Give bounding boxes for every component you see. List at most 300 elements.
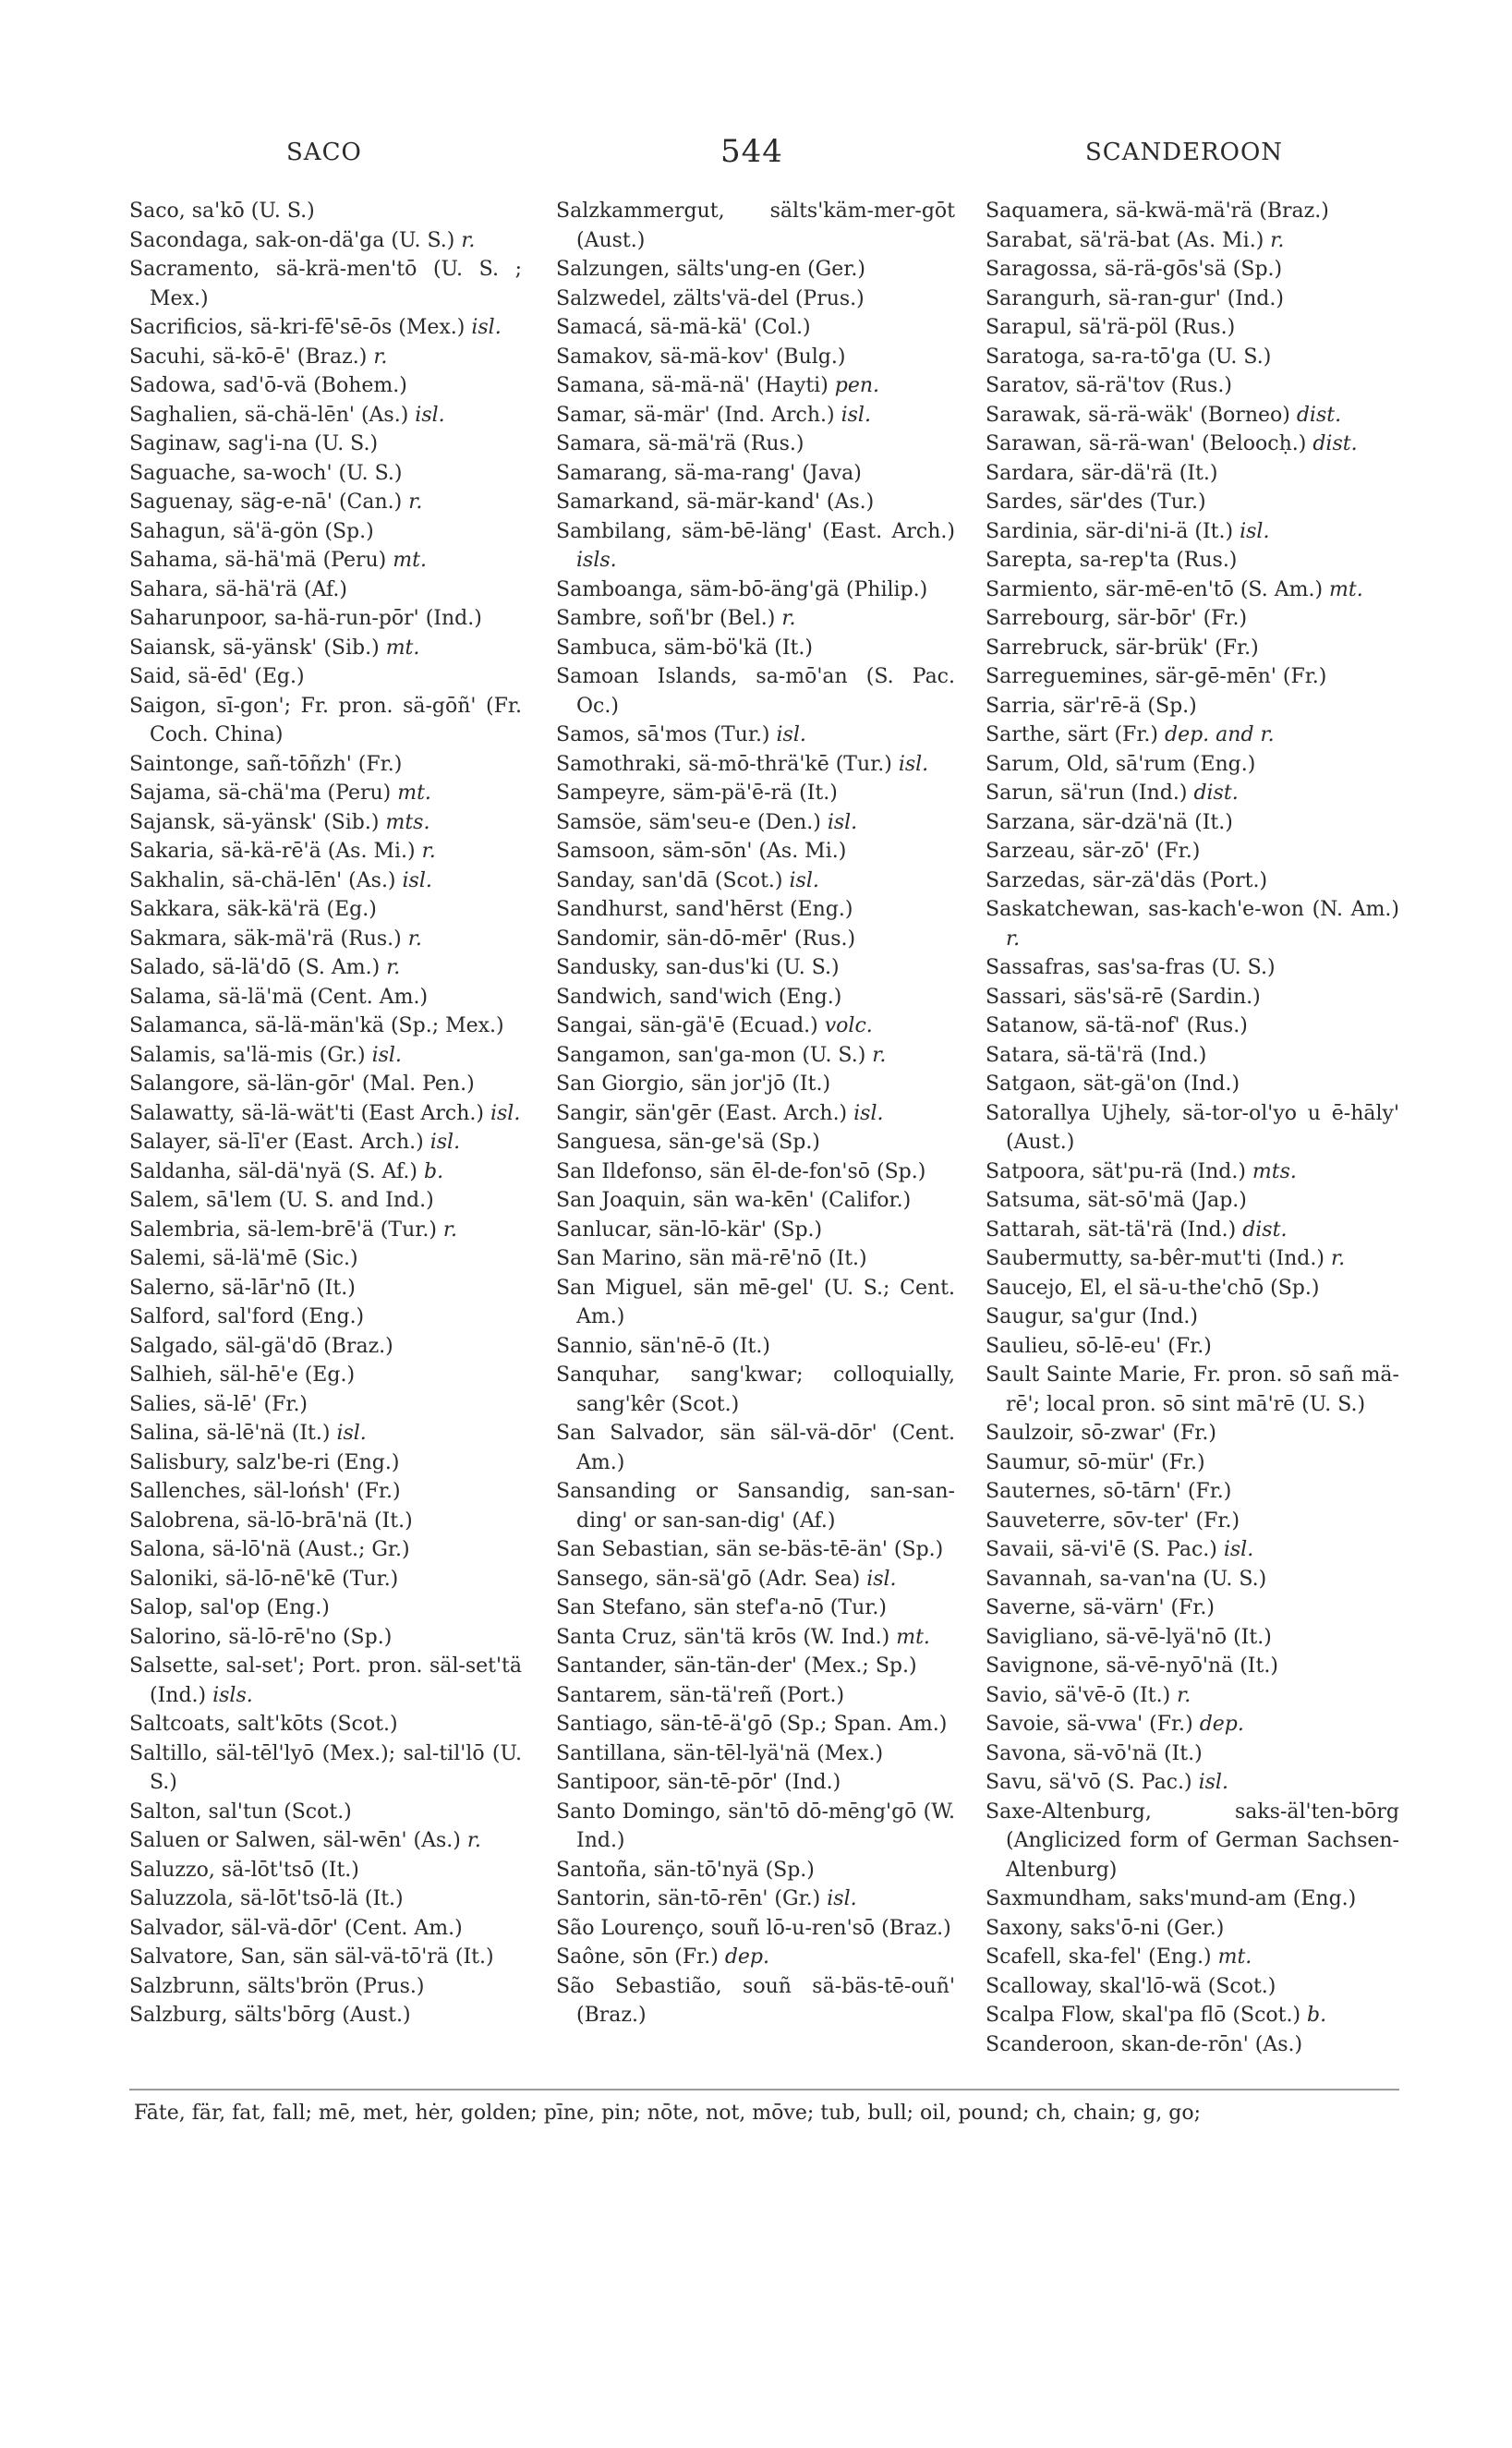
dictionary-entry <box>986 343 1399 372</box>
dictionary-entry <box>986 1274 1399 1303</box>
column-2 <box>556 197 955 2030</box>
dictionary-entry <box>129 779 522 808</box>
entry-abbreviation: isl. <box>471 316 502 339</box>
dictionary-entry <box>986 576 1399 605</box>
entry-text: Scalpa Flow, skal'pa flō (Scot.) <box>986 2004 1308 2027</box>
dictionary-entry <box>129 1972 522 2002</box>
dictionary-entry <box>556 371 955 401</box>
dictionary-entry <box>986 1652 1399 1681</box>
entry-text: São Sebastião, souñ sä-bäs-tē-ouñ' (Braz.) <box>556 1974 955 2027</box>
entry-text: Saghalien, sä-chä-lēn' (As.) <box>129 403 416 427</box>
dictionary-entry <box>986 371 1399 401</box>
entry-text: Satgaon, sät-gä'on (Ind.) <box>986 1073 1240 1096</box>
entry-text: Sajama, sä-chä'ma (Peru) <box>129 782 398 805</box>
entry-abbreviation: dep. <box>724 1945 770 1969</box>
entry-abbreviation: mt. <box>896 1625 930 1649</box>
entry-text: Samacá, sä-mä-kä' (Col.) <box>556 316 811 339</box>
entry-text: Sarmiento, sär-mē-en'tō (S. Am.) <box>986 577 1330 601</box>
entry-text: Salemi, sä-lä'mē (Sic.) <box>129 1247 358 1270</box>
dictionary-entry <box>986 430 1399 459</box>
dictionary-entry <box>556 1012 955 1041</box>
dictionary-entry <box>129 226 522 256</box>
dictionary-entry <box>129 1798 522 1827</box>
entry-text: Saloniki, sä-lō-nē'kē (Tur.) <box>129 1567 399 1591</box>
dictionary-entry <box>556 837 955 866</box>
entry-text: Sacramento, sä-krä-men'tō (U. S. ; Mex.) <box>129 258 522 310</box>
entry-text: Salzbrunn, sälts'brön (Prus.) <box>129 1974 425 1998</box>
dictionary-entry <box>986 1739 1399 1769</box>
dictionary-entry <box>556 1244 955 1274</box>
entry-text: Salado, sä-lä'dō (S. Am.) <box>129 956 387 979</box>
dictionary-entry <box>986 2030 1399 2060</box>
entry-text: Saverne, sä-värn' (Fr.) <box>986 1596 1215 1619</box>
dictionary-entry <box>129 895 522 925</box>
dictionary-entry <box>129 1157 522 1187</box>
entry-text: San Miguel, sän mē-gel' (U. S.; Cent. Am.) <box>556 1276 955 1328</box>
dictionary-entry <box>986 546 1399 576</box>
dictionary-entry <box>556 1332 955 1362</box>
dictionary-entry <box>129 2001 522 2030</box>
entry-text: San Marino, sän mä-rē'nō (It.) <box>556 1247 867 1270</box>
dictionary-entry <box>129 1390 522 1420</box>
entry-text: Savannah, sa-van'na (U. S.) <box>986 1567 1267 1591</box>
dictionary-entry <box>556 1856 955 1885</box>
dictionary-entry <box>986 1448 1399 1478</box>
entry-text: Scafell, ska-fel' (Eng.) <box>986 1945 1218 1969</box>
entry-text: Sanday, san'dā (Scot.) <box>556 868 790 892</box>
entry-text: Santorin, sän-tō-rēn' (Gr.) <box>556 1887 828 1910</box>
dictionary-entry <box>129 255 522 313</box>
dictionary-entry <box>556 576 955 605</box>
entry-text: Sardara, sär-dä'rä (It.) <box>986 461 1218 485</box>
entry-abbreviation: r. <box>1006 927 1021 951</box>
entry-abbreviation: r. <box>872 1043 887 1067</box>
entry-abbreviation: dep. <box>1199 1713 1244 1736</box>
entry-abbreviation: isl. <box>898 752 929 776</box>
column-3 <box>986 197 1399 2059</box>
dictionary-entry <box>129 1244 522 1274</box>
dictionary-entry <box>129 1128 522 1157</box>
dictionary-entry <box>129 1186 522 1216</box>
entry-abbreviation: b. <box>423 1159 444 1183</box>
entry-abbreviation: isl. <box>853 1101 884 1125</box>
dictionary-entry <box>986 750 1399 780</box>
dictionary-entry <box>986 1419 1399 1448</box>
entry-text: Saguenay, säg-e-nā' (Can.) <box>129 491 409 514</box>
entry-text: Sangai, sän-gä'ē (Ecuad.) <box>556 1014 825 1037</box>
entry-text: San Giorgio, sän jor'jō (It.) <box>556 1073 831 1096</box>
entry-text: Sarawan, sä-rä-wan' (Beloocḥ.) <box>986 432 1313 455</box>
dictionary-entry <box>986 808 1399 838</box>
entry-text: Santipoor, sän-tē-pōr' (Ind.) <box>556 1771 841 1794</box>
entry-text: Saumur, sō-mür' (Fr.) <box>986 1450 1205 1474</box>
dictionary-entry <box>986 1303 1399 1332</box>
entry-text: Santoña, sän-tō'nyä (Sp.) <box>556 1858 815 1882</box>
entry-text: Samana, sä-mä-nä' (Hayti) <box>556 374 835 397</box>
entry-text: Salsette, sal-set'; Port. pron. säl-set'tä (Ind.) <box>129 1654 522 1707</box>
entry-text: Salzkammergut, sälts'käm-mer-gōt (Aust.) <box>556 200 955 252</box>
dictionary-entry <box>129 1594 522 1623</box>
entry-text: Sarreguemines, sär-gē-mēn' (Fr.) <box>986 665 1327 688</box>
dictionary-entry <box>556 1128 955 1157</box>
dictionary-entry <box>986 313 1399 343</box>
dictionary-entry <box>986 604 1399 634</box>
dictionary-entry <box>986 1157 1399 1187</box>
entry-text: Santander, sän-tän-der' (Mex.; Sp.) <box>556 1654 917 1678</box>
entry-abbreviation: r. <box>373 345 388 369</box>
dictionary-entry <box>556 1070 955 1099</box>
entry-text: Saluzzo, sä-lōt'tsō (It.) <box>129 1858 359 1882</box>
dictionary-entry <box>556 1972 955 2030</box>
entry-text: Sandhurst, sand'hērst (Eng.) <box>556 898 853 921</box>
entry-text: Sahama, sä-hä'mä (Peru) <box>129 549 393 572</box>
dictionary-entry <box>129 1710 522 1739</box>
dictionary-entry <box>986 1041 1399 1071</box>
dictionary-entry <box>556 255 955 285</box>
entry-text: Sauternes, sō-tārn' (Fr.) <box>986 1480 1232 1503</box>
entry-text: Saulieu, sō-lē-eu' (Fr.) <box>986 1334 1212 1358</box>
entry-abbreviation: isl. <box>336 1422 367 1445</box>
dictionary-entry <box>556 1768 955 1798</box>
entry-text: Santa Cruz, sän'tä krōs (W. Ind.) <box>556 1625 897 1649</box>
dictionary-entry <box>986 1244 1399 1274</box>
dictionary-entry <box>129 1943 522 1972</box>
entry-abbreviation: isl. <box>1223 1538 1254 1561</box>
dictionary-entry <box>986 1681 1399 1711</box>
dictionary-entry <box>986 1186 1399 1216</box>
entry-text: Salona, sä-lō'nä (Aust.; Gr.) <box>129 1538 410 1561</box>
entry-abbreviation: isl. <box>776 723 806 746</box>
entry-text: Saxmundham, saks'mund-am (Eng.) <box>986 1887 1357 1910</box>
entry-text: Sacrificios, sä-kri-fē'sē-ōs (Mex.) <box>129 316 472 339</box>
page-number: 544 <box>720 133 783 170</box>
entry-text: Savio, sä'vē-ō (It.) <box>986 1683 1178 1707</box>
dictionary-entry <box>986 1798 1399 1885</box>
dictionary-entry <box>129 343 522 372</box>
entry-text: Samsoon, säm-sōn' (As. Mi.) <box>556 840 847 863</box>
entry-abbreviation: isl. <box>841 403 871 427</box>
entry-text: Savona, sä-vō'nä (It.) <box>986 1741 1203 1765</box>
dictionary-entry <box>986 662 1399 692</box>
entry-text: Sattarah, sät-tä'rä (Ind.) <box>986 1218 1243 1242</box>
entry-text: Sarthe, särt (Fr.) <box>986 723 1165 746</box>
dictionary-entry <box>986 837 1399 866</box>
entry-abbreviation: mt. <box>1329 577 1363 601</box>
dictionary-entry <box>556 1099 955 1129</box>
entry-abbreviation: r. <box>408 491 423 514</box>
entry-text: Sahara, sä-hä'rä (Af.) <box>129 577 347 601</box>
entry-text: Sandomir, sän-dō-mēr' (Rus.) <box>556 927 856 951</box>
dictionary-entry <box>986 895 1399 953</box>
dictionary-entry <box>129 1477 522 1507</box>
entry-text: Samar, sä-mär' (Ind. Arch.) <box>556 403 841 427</box>
dictionary-entry <box>986 1507 1399 1536</box>
dictionary-entry <box>129 1361 522 1390</box>
entry-text: Salzungen, sälts'ung-en (Ger.) <box>556 258 865 281</box>
dictionary-entry <box>986 1594 1399 1623</box>
entry-abbreviation: mt. <box>385 636 420 660</box>
entry-text: Saltcoats, salt'kōts (Scot.) <box>129 1713 398 1736</box>
dictionary-entry <box>129 604 522 634</box>
entry-text: Sambre, soñ'br (Bel.) <box>556 607 782 630</box>
dictionary-entry <box>986 1565 1399 1594</box>
dictionary-entry <box>556 1274 955 1332</box>
dictionary-entry <box>986 1914 1399 1944</box>
entry-text: Santiago, sän-tē-ä'gō (Sp.; Span. Am.) <box>556 1713 948 1736</box>
entry-abbreviation: dist. <box>1312 432 1358 455</box>
header-first-word: SACO <box>286 139 362 166</box>
entry-text: Samboanga, säm-bō-äng'gä (Philip.) <box>556 577 928 601</box>
dictionary-entry <box>986 1884 1399 1914</box>
entry-text: Satorallya Ujhely, sä-tor-ol'yo u ē-hāly' (Aust.) <box>986 1101 1399 1154</box>
dictionary-entry <box>556 343 955 372</box>
entry-text: Saharunpoor, sa-hä-run-pōr' (Ind.) <box>129 607 482 630</box>
entry-abbreviation: r. <box>421 840 436 863</box>
entry-text: Saragossa, sä-rä-gōs'sä (Sp.) <box>986 258 1283 281</box>
entry-abbreviation: r. <box>442 1218 457 1242</box>
dictionary-entry <box>129 313 522 343</box>
entry-abbreviation: r. <box>1177 1683 1191 1707</box>
dictionary-entry <box>556 953 955 983</box>
entry-text: Salayer, sä-lī'er (East. Arch.) <box>129 1131 430 1154</box>
entry-text: Salzburg, sälts'bōrg (Aust.) <box>129 2004 411 2027</box>
entry-abbreviation: r. <box>1330 1247 1346 1270</box>
entry-abbreviation: r. <box>466 1829 481 1852</box>
dictionary-entry <box>986 488 1399 517</box>
entry-abbreviation: mt. <box>1217 1945 1252 1969</box>
entry-text: Sarrebourg, sär-bōr' (Fr.) <box>986 607 1248 630</box>
dictionary-entry <box>986 1623 1399 1653</box>
entry-text: Sarria, sär'rē-ä (Sp.) <box>986 694 1197 718</box>
dictionary-entry <box>129 546 522 576</box>
entry-text: Saugur, sa'gur (Ind.) <box>986 1305 1199 1328</box>
dictionary-entry <box>556 488 955 517</box>
dictionary-entry <box>129 1274 522 1303</box>
entry-text: Sarangurh, sä-ran-gur' (Ind.) <box>986 286 1284 310</box>
dictionary-entry <box>556 925 955 954</box>
dictionary-entry <box>556 604 955 634</box>
entry-text: Salembria, sä-lem-brē'ä (Tur.) <box>129 1218 443 1242</box>
dictionary-entry <box>556 866 955 896</box>
entry-text: Sarum, Old, sā'rum (Eng.) <box>986 752 1256 776</box>
entry-text: Sanquhar, sang'kwar; colloquially, sang'kêr (Scot.) <box>556 1363 955 1416</box>
entry-text: Sangamon, san'ga-mon (U. S.) <box>556 1043 873 1067</box>
entry-text: Sallenches, säl-lońsh' (Fr.) <box>129 1480 401 1503</box>
entry-abbreviation: dep. and r. <box>1165 723 1275 746</box>
dictionary-entry <box>129 488 522 517</box>
dictionary-entry <box>556 750 955 780</box>
entry-abbreviation: r. <box>386 956 401 979</box>
entry-abbreviation: mts. <box>385 810 430 834</box>
entry-abbreviation: isl. <box>402 868 432 892</box>
entry-text: Savoie, sä-vwa' (Fr.) <box>986 1713 1200 1736</box>
entry-abbreviation: mts. <box>1252 1159 1297 1183</box>
entry-text: Sansanding or Sansandig, san-san-ding' or san-san-dig' (Af.) <box>556 1480 955 1533</box>
dictionary-entry <box>556 430 955 459</box>
dictionary-entry <box>129 1884 522 1914</box>
dictionary-entry <box>986 255 1399 285</box>
dictionary-entry <box>556 1623 955 1653</box>
dictionary-entry <box>986 1972 1399 2002</box>
entry-text: Santo Domingo, sän'tō dō-mēng'gō (W. Ind.) <box>556 1800 955 1852</box>
pronunciation-key: Fāte, fär, fat, fall; mē, met, hėr, golden; pīne, pin; nōte, not, mōve; tub, bull; oil, pound; ch, chain; g, go; <box>134 2102 1202 2125</box>
entry-text: Salhieh, säl-hē'e (Eg.) <box>129 1363 356 1387</box>
dictionary-entry <box>986 1012 1399 1041</box>
entry-text: Sacuhi, sä-kō-ē' (Braz.) <box>129 345 374 369</box>
dictionary-entry <box>986 983 1399 1012</box>
entry-text: Scalloway, skal'lō-wä (Scot.) <box>986 1974 1276 1998</box>
dictionary-entry <box>129 634 522 663</box>
entry-text: Saxony, saks'ō-ni (Ger.) <box>986 1916 1225 1940</box>
entry-abbreviation: volc. <box>824 1014 873 1037</box>
dictionary-entry <box>986 2001 1399 2030</box>
dictionary-entry <box>129 1303 522 1332</box>
entry-text: Sakmara, säk-mä'rä (Rus.) <box>129 927 408 951</box>
dictionary-entry <box>986 779 1399 808</box>
dictionary-entry <box>129 1041 522 1071</box>
entry-text: Savu, sä'vō (S. Pac.) <box>986 1771 1199 1794</box>
entry-text: Saguache, sa-woch' (U. S.) <box>129 461 403 485</box>
dictionary-entry <box>129 1070 522 1099</box>
dictionary-entry <box>129 750 522 780</box>
dictionary-entry <box>556 459 955 489</box>
entry-text: Sandusky, san-dus'ki (U. S.) <box>556 956 840 979</box>
entry-text: Salies, sä-lē' (Fr.) <box>129 1392 308 1416</box>
entry-text: Saginaw, sag'i-na (U. S.) <box>129 432 379 455</box>
entry-text: Sarapul, sä'rä-pöl (Rus.) <box>986 316 1236 339</box>
entry-text: Sahagun, sä'ä-gön (Sp.) <box>129 519 374 543</box>
entry-text: Sakkara, säk-kä'rä (Eg.) <box>129 898 377 921</box>
entry-text: Sansego, sän-sä'gō (Adr. Sea) <box>556 1567 867 1591</box>
entry-text: Salgado, säl-gä'dō (Braz.) <box>129 1334 393 1358</box>
dictionary-entry <box>986 1477 1399 1507</box>
header-last-word: SCANDEROON <box>1085 139 1284 166</box>
entry-text: Saluen or Salwen, säl-wēn' (As.) <box>129 1829 467 1852</box>
entry-text: Saldanha, säl-dä'nyä (S. Af.) <box>129 1159 424 1183</box>
dictionary-entry <box>986 1070 1399 1099</box>
entry-text: San Salvador, sän säl-vä-dōr' (Cent. Am.) <box>556 1422 955 1474</box>
entry-text: Saco, sa'kō (U. S.) <box>129 200 315 223</box>
entry-text: Salamis, sa'lä-mis (Gr.) <box>129 1043 372 1067</box>
entry-text: Saratoga, sa-ra-tō'ga (U. S.) <box>986 345 1272 369</box>
running-header <box>129 133 1385 176</box>
dictionary-entry <box>129 459 522 489</box>
entry-text: Said, sä-ēd' (Eg.) <box>129 665 305 688</box>
dictionary-entry <box>556 1477 955 1535</box>
dictionary-entry <box>556 1681 955 1711</box>
entry-text: Santillana, sän-tēl-lyä'nä (Mex.) <box>556 1741 884 1765</box>
dictionary-entry <box>986 1768 1399 1798</box>
dictionary-entry <box>129 517 522 547</box>
dictionary-entry <box>986 1216 1399 1245</box>
entry-text: Sarepta, sa-rep'ta (Rus.) <box>986 549 1238 572</box>
entry-text: Saucejo, El, el sä-u-the'chō (Sp.) <box>986 1276 1320 1300</box>
entry-text: Salangore, sä-län-gōr' (Mal. Pen.) <box>129 1073 475 1096</box>
entry-text: Samara, sä-mä'rä (Rus.) <box>556 432 804 455</box>
entry-text: Scanderoon, skan-de-rōn' (As.) <box>986 2032 1303 2056</box>
entry-text: Sauveterre, sōv-ter' (Fr.) <box>986 1509 1240 1533</box>
entry-text: Samakov, sä-mä-kov' (Bulg.) <box>556 345 846 369</box>
entry-text: Santarem, sän-tä'reñ (Port.) <box>556 1683 845 1707</box>
entry-text: Salop, sal'op (Eng.) <box>129 1596 330 1619</box>
entry-text: Sampeyre, säm-pä'ē-rä (It.) <box>556 782 838 805</box>
entry-abbreviation: isls. <box>576 549 617 572</box>
dictionary-entry <box>129 1623 522 1653</box>
entry-abbreviation: isl. <box>415 403 445 427</box>
entry-text: Sardinia, sär-di'ni-ä (It.) <box>986 519 1240 543</box>
entry-abbreviation: dist. <box>1242 1218 1288 1242</box>
dictionary-entry <box>556 779 955 808</box>
entry-text: Sakhalin, sä-chä-lēn' (As.) <box>129 868 403 892</box>
dictionary-entry <box>129 1535 522 1565</box>
entry-text: Sault Sainte Marie, Fr. pron. sō sañ mä-rē'; local pron. sō sint mā'rē (U. S.) <box>986 1363 1399 1416</box>
entry-text: Satpoora, sät'pu-rä (Ind.) <box>986 1159 1252 1183</box>
entry-text: Sannio, sän'nē-ō (It.) <box>556 1334 770 1358</box>
entry-text: Salorino, sä-lō-rē'no (Sp.) <box>129 1625 393 1649</box>
entry-text: Sandwich, sand'wich (Eng.) <box>556 985 842 1009</box>
dictionary-entry <box>556 1419 955 1477</box>
dictionary-entry <box>556 1157 955 1187</box>
entry-abbreviation: r. <box>461 228 476 252</box>
dictionary-entry <box>556 1186 955 1216</box>
entry-text: Saône, sōn (Fr.) <box>556 1945 725 1969</box>
entry-abbreviation: isl. <box>429 1131 461 1154</box>
entry-abbreviation: isls. <box>212 1683 253 1707</box>
dictionary-entry <box>556 662 955 721</box>
entry-text: Salton, sal'tun (Scot.) <box>129 1800 352 1824</box>
entry-text: Samarang, sä-ma-rang' (Java) <box>556 461 862 485</box>
dictionary-entry <box>129 983 522 1012</box>
dictionary-entry <box>129 1914 522 1944</box>
dictionary-entry <box>129 1565 522 1594</box>
dictionary-entry <box>129 371 522 401</box>
dictionary-entry <box>556 1361 955 1419</box>
dictionary-entry <box>129 1012 522 1041</box>
dictionary-entry <box>556 197 955 255</box>
dictionary-entry <box>556 285 955 314</box>
entry-text: Salford, sal'ford (Eng.) <box>129 1305 365 1328</box>
entry-text: San Stefano, sän stef'a-nō (Tur.) <box>556 1596 887 1619</box>
dictionary-entry <box>129 430 522 459</box>
column-1 <box>129 197 522 2030</box>
entry-abbreviation: mt. <box>397 782 431 805</box>
dictionary-entry <box>129 401 522 430</box>
dictionary-entry <box>986 1535 1399 1565</box>
entry-abbreviation: r. <box>1270 228 1285 252</box>
entry-text: Saxe-Altenburg, saks-äl'ten-bōrg (Anglicized form of German Sachsen-Altenburg) <box>986 1800 1399 1882</box>
dictionary-entry <box>986 226 1399 256</box>
dictionary-entry <box>556 721 955 750</box>
entry-text: Saintonge, sañ-tōñzh' (Fr.) <box>129 752 403 776</box>
dictionary-entry <box>129 837 522 866</box>
entry-text: Salisbury, salz'be-ri (Eng.) <box>129 1450 400 1474</box>
entry-abbreviation: pen. <box>834 374 880 397</box>
entry-abbreviation: dist. <box>1193 782 1239 805</box>
entry-abbreviation: r. <box>781 607 796 630</box>
entry-text: Sanguesa, sän-ge'sä (Sp.) <box>556 1131 820 1154</box>
entry-text: Sakaria, sä-kä-rē'ä (As. Mi.) <box>129 840 422 863</box>
entry-text: Sanlucar, sän-lō-kär' (Sp.) <box>556 1218 823 1242</box>
entry-text: Samoan Islands, sa-mō'an (S. Pac. Oc.) <box>556 665 955 718</box>
entry-text: Sarun, sä'run (Ind.) <box>986 782 1194 805</box>
entry-abbreviation: b. <box>1307 2004 1327 2027</box>
dictionary-entry <box>986 1332 1399 1362</box>
dictionary-entry <box>986 1710 1399 1739</box>
dictionary-entry <box>129 953 522 983</box>
dictionary-entry <box>129 1856 522 1885</box>
dictionary-entry <box>129 662 522 692</box>
entry-text: Sarzeau, sär-zō' (Fr.) <box>986 840 1201 863</box>
